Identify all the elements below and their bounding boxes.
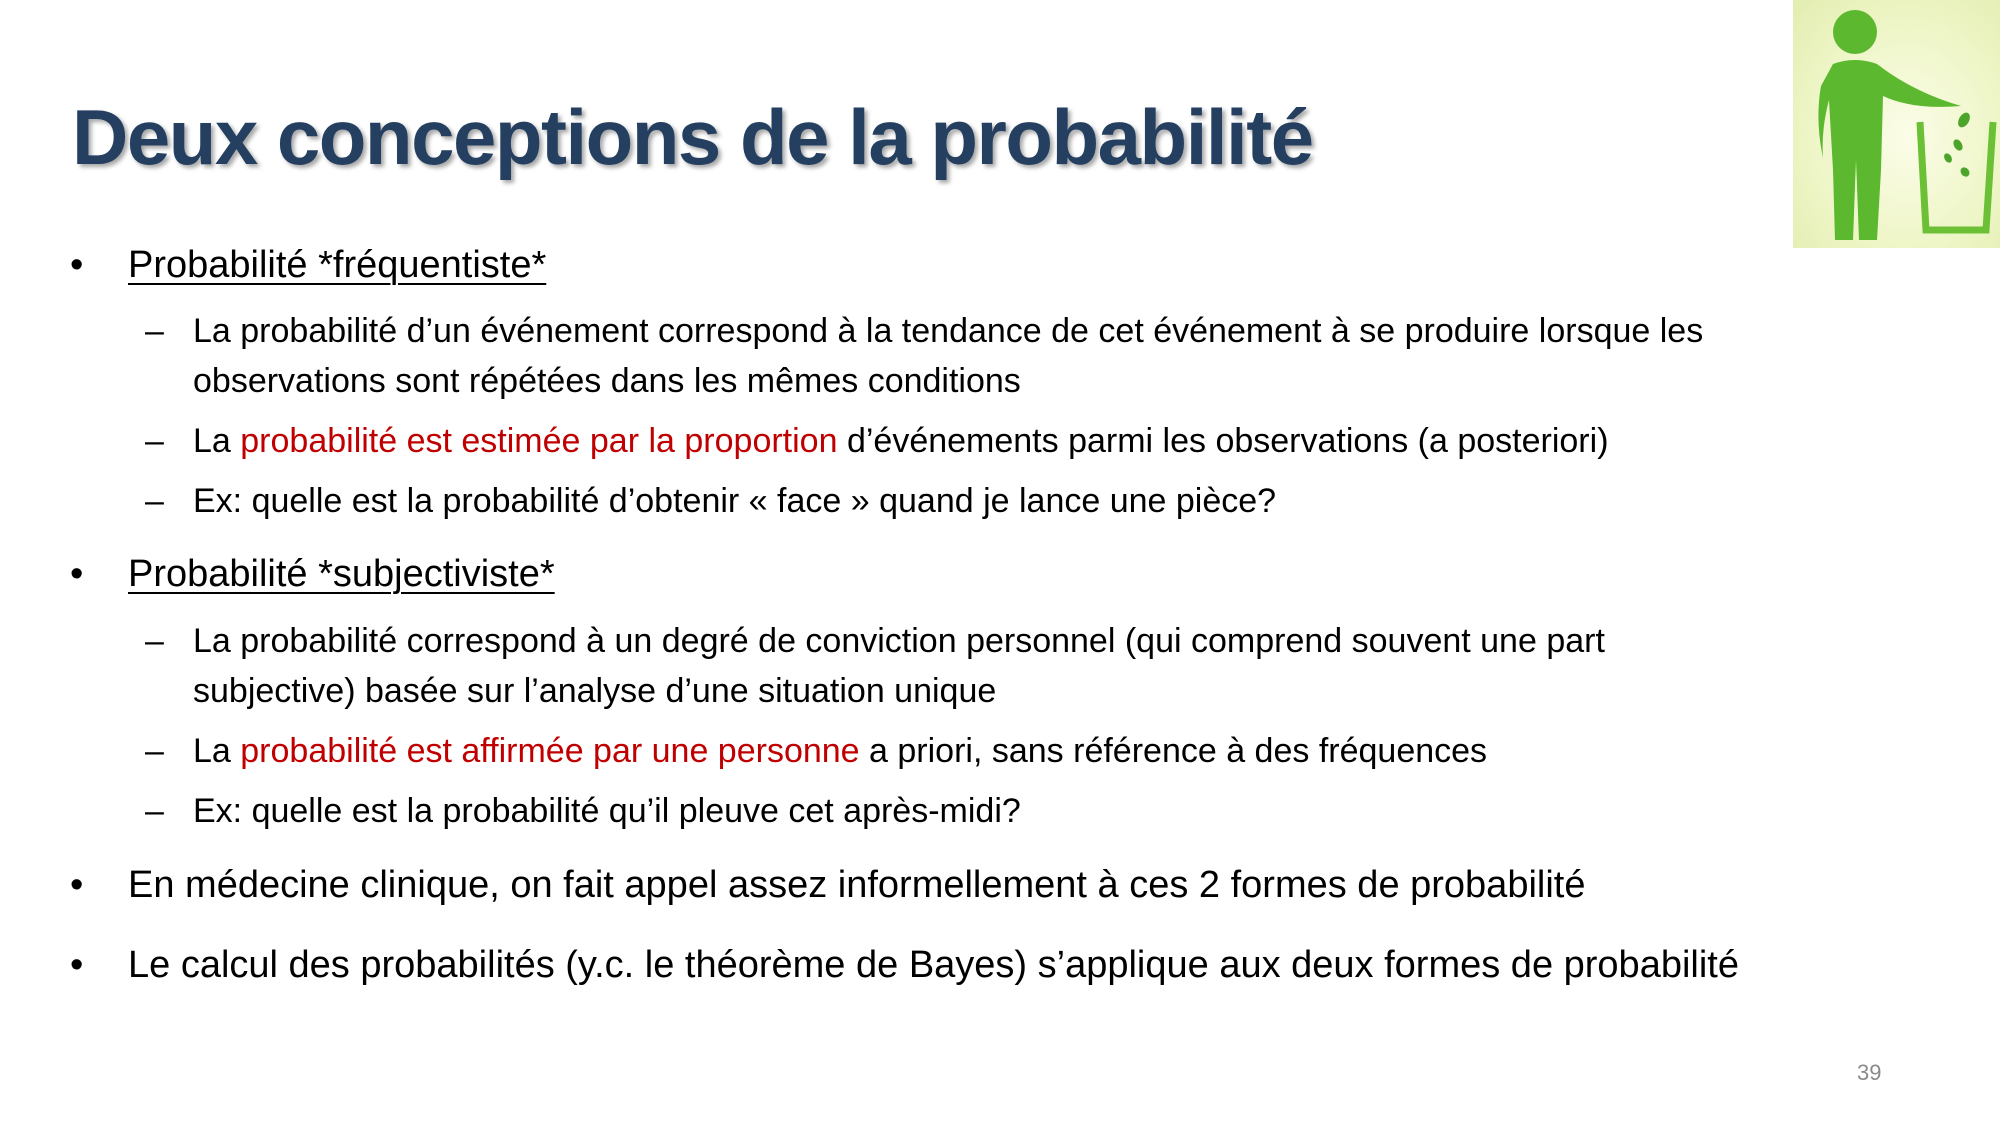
slide-title: Deux conceptions de la probabilité	[72, 93, 1313, 181]
bullet-text: Le calcul des probabilités (y.c. le théorème de Bayes) s’applique aux deux formes de probabilité	[128, 944, 1739, 986]
bullet-heading: Probabilité *subjectiviste*	[128, 553, 555, 595]
bullet-text: En médecine clinique, on fait appel assez informellement à ces 2 formes de probabilité	[128, 864, 1586, 906]
subitem-line: observations sont répétées dans les mêmes conditions	[193, 362, 1021, 400]
subitem-text: d’événements parmi les observations (a posteriori)	[837, 422, 1609, 460]
bullet-icon: •	[70, 553, 84, 595]
dash-icon: –	[145, 482, 164, 520]
dash-icon: –	[145, 422, 164, 460]
subitem-line: La probabilité correspond à un degré de conviction personnel (qui comprend souvent une part	[193, 622, 1605, 660]
subitem-line: La probabilité d’un événement correspond à la tendance de cet événement à se produire lorsque les	[193, 312, 1704, 350]
subitem-text: a priori, sans référence à des fréquences	[859, 732, 1488, 770]
subitem-text: La	[193, 422, 241, 460]
highlighted-text: probabilité est estimée par la proportion	[240, 422, 838, 460]
dash-icon: –	[145, 792, 164, 830]
subitem-text: Ex: quelle est la probabilité qu’il pleuve cet après-midi?	[193, 792, 1021, 830]
subitem-line: subjective) basée sur l’analyse d’une situation unique	[193, 672, 997, 710]
page-number: 39	[1857, 1060, 1882, 1085]
subitem-text: Ex: quelle est la probabilité d’obtenir « face » quand je lance une pièce?	[193, 482, 1277, 520]
bullet-icon: •	[70, 244, 84, 286]
trash-disposal-icon	[1793, 0, 2000, 248]
dash-icon: –	[145, 622, 164, 660]
bullet-heading: Probabilité *fréquentiste*	[128, 244, 547, 286]
bullet-icon: •	[70, 864, 84, 906]
dash-icon: –	[145, 732, 164, 770]
dash-icon: –	[145, 312, 164, 350]
highlighted-text: probabilité est affirmée par une personne	[240, 732, 860, 770]
bullet-icon: •	[70, 944, 84, 986]
subitem-text: La	[193, 732, 241, 770]
